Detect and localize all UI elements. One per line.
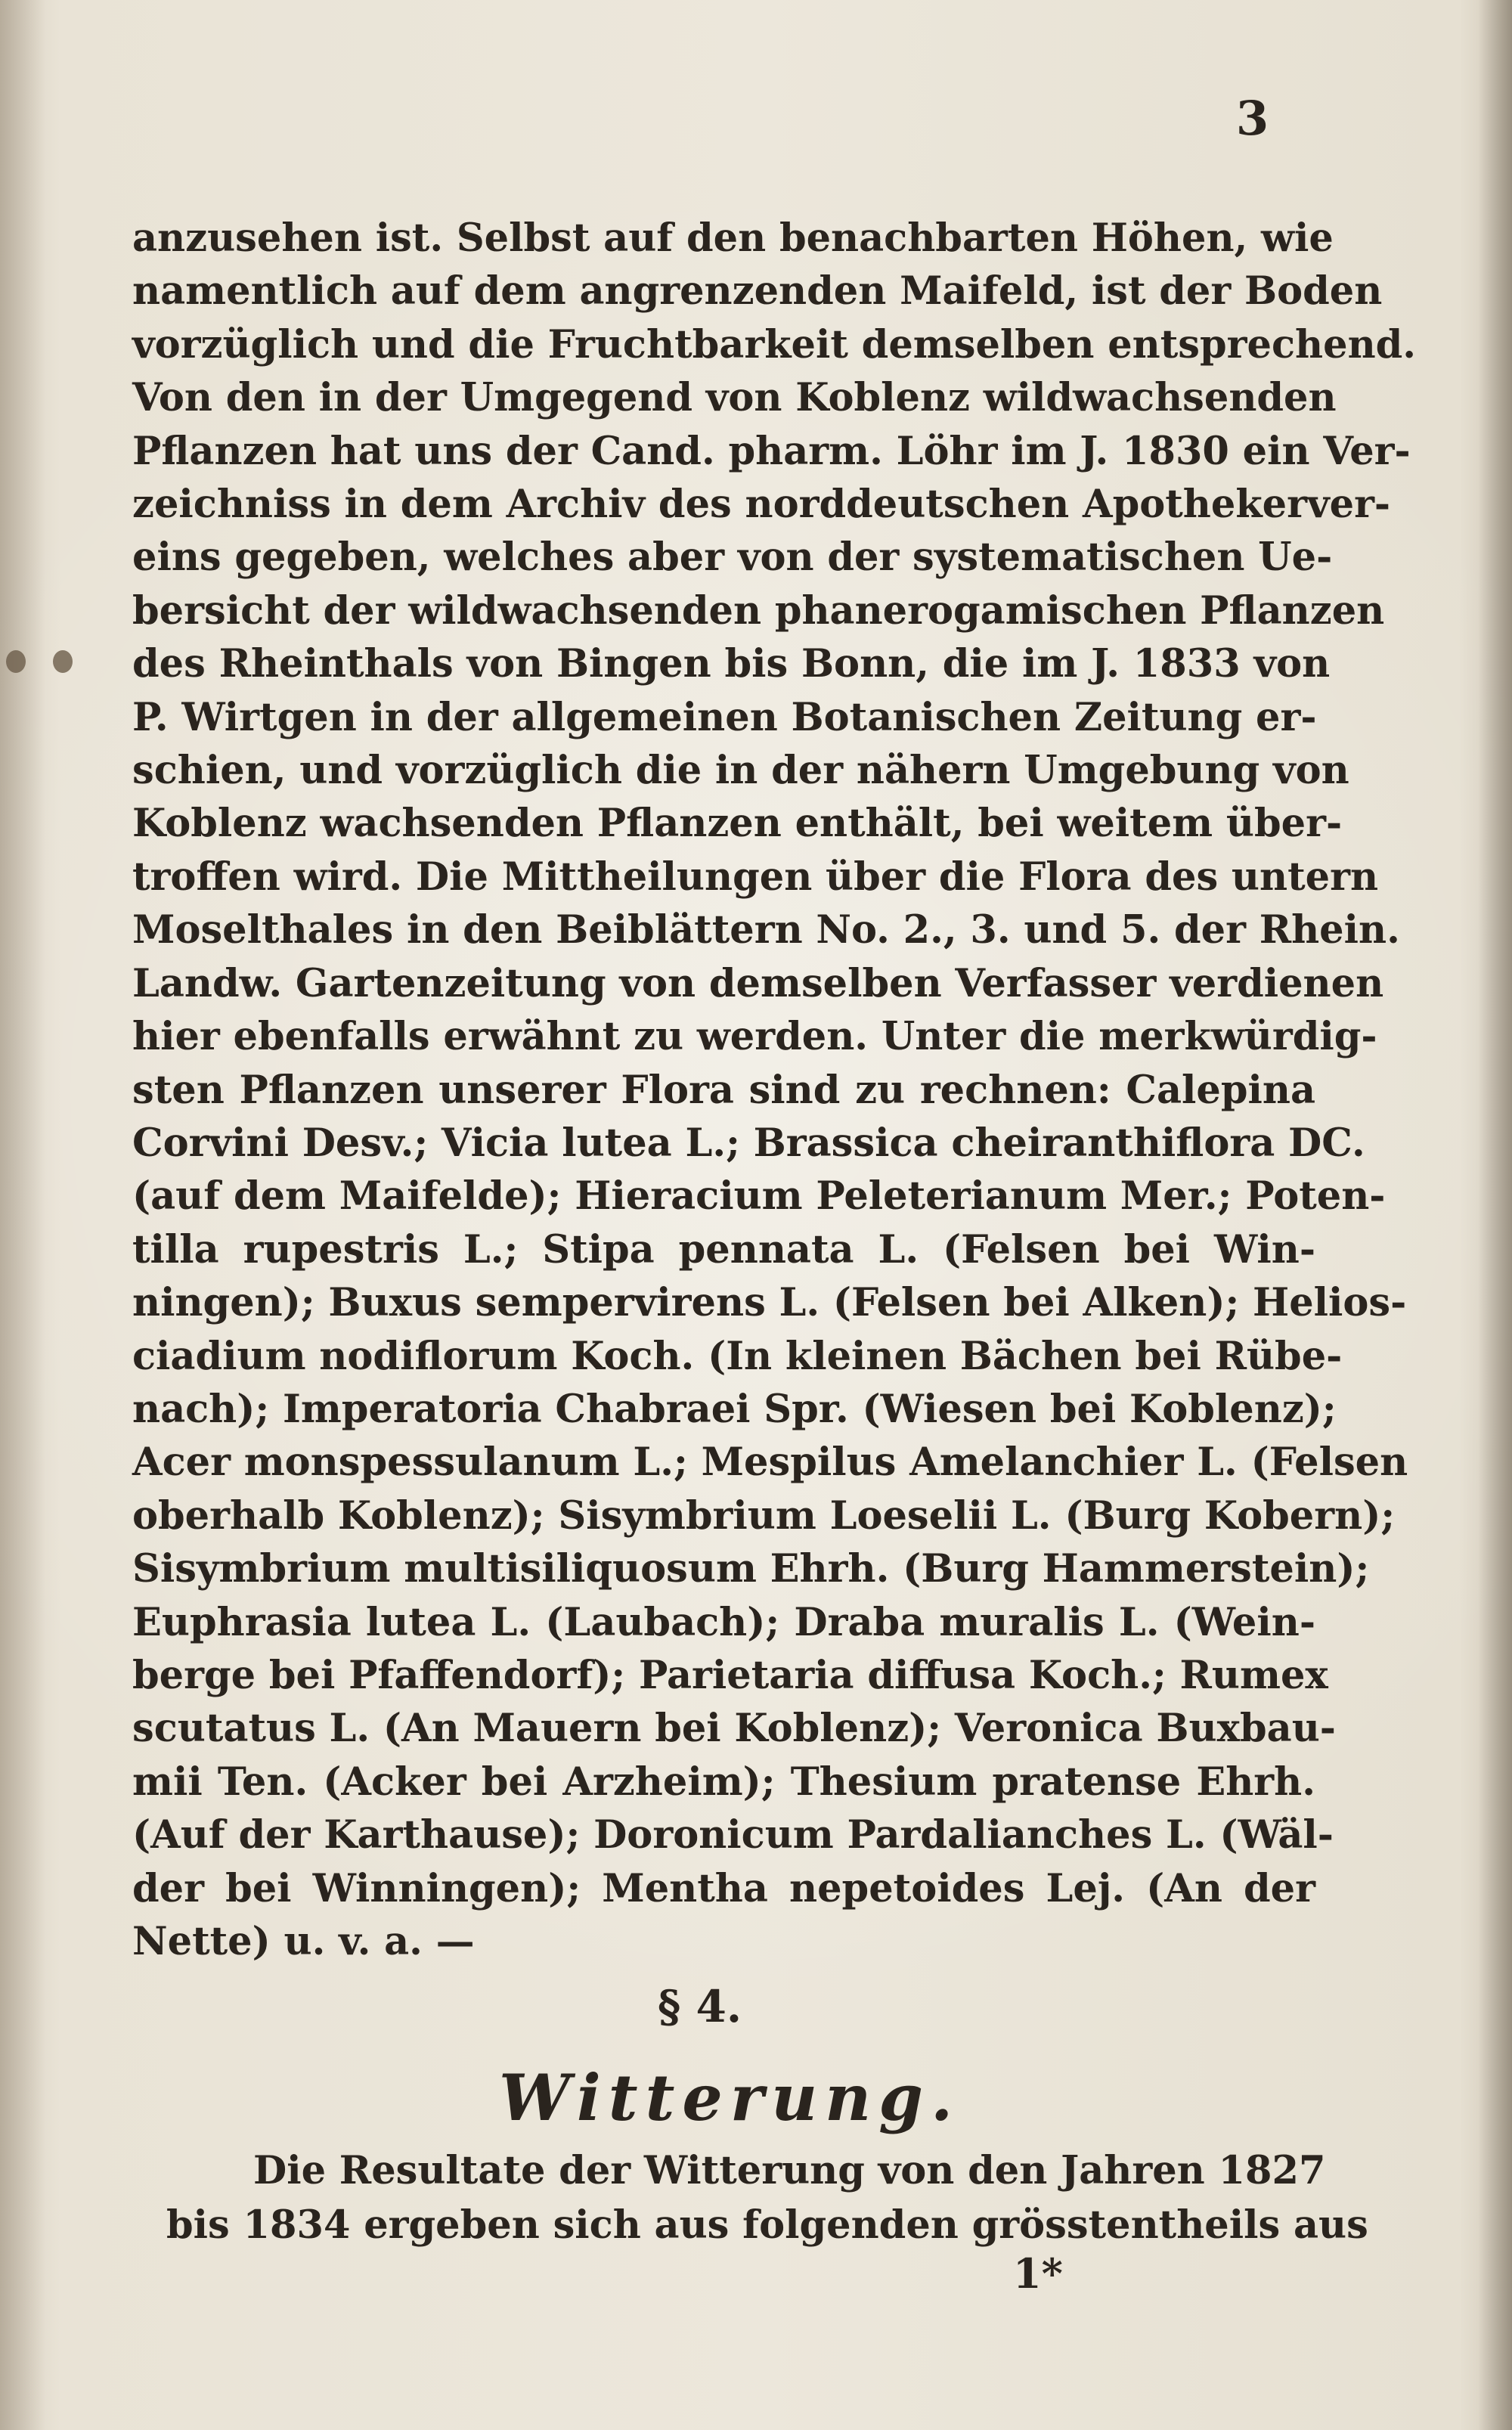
text-line: bis 1834 ergeben sich aus folgenden grösstentheils aus [166, 2202, 1368, 2248]
text-line: ciadium nodiflorum Koch. (In kleinen Bächen bei Rübe- [132, 1333, 1343, 1379]
text-line: Koblenz wachsenden Pflanzen enthält, bei weitem über- [132, 801, 1343, 847]
text-line: Moselthales in den Beiblättern No. 2., 3. und 5. der Rhein. [132, 907, 1400, 953]
text-line: scutatus L. (An Mauern bei Koblenz); Veronica Buxbau- [132, 1706, 1336, 1752]
text-line: anzusehen ist. Selbst auf den benachbarten Höhen, wie [132, 215, 1334, 261]
text-line: zeichniss in dem Archiv des norddeutschen Apothekerver- [132, 482, 1391, 528]
text-line: (Auf der Karthause); Doronicum Pardalianches L. (Wäl- [132, 1812, 1334, 1858]
text-line: Von den in der Umgegend von Koblenz wildwachsenden [132, 375, 1337, 421]
text-line: der bei Winningen); Mentha nepetoides Lej. (An der [132, 1865, 1315, 1911]
text-line: namentlich auf dem angrenzenden Maifeld, ist der Boden [132, 268, 1383, 315]
text-line: sten Pflanzen unserer Flora sind zu rechnen: Calepina [132, 1067, 1315, 1113]
text-line: berge bei Pfaffendorf); Parietaria diffusa Koch.; Rumex [132, 1652, 1328, 1698]
ink-bleed-marks [6, 650, 89, 680]
page-edge-shadow [1478, 0, 1512, 2430]
printer-signature: 1* [1013, 2249, 1063, 2298]
section-title: Witterung. [499, 2060, 961, 2135]
text-line: troffen wird. Die Mittheilungen über die Flora des untern [132, 854, 1379, 900]
gutter-shadow [0, 0, 45, 2430]
ink-spot [6, 650, 26, 673]
text-line: Pflanzen hat uns der Cand. pharm. Löhr im J. 1830 ein Ver- [132, 428, 1411, 474]
text-line: bersicht der wildwachsenden phanerogamischen Pflanzen [132, 587, 1385, 634]
text-line: P. Wirtgen in der allgemeinen Botanischen Zeitung er- [132, 694, 1317, 740]
text-line: Die Resultate der Witterung von den Jahren 1827 [253, 2148, 1326, 2193]
section-number: § 4. [658, 1981, 742, 2032]
text-line: mii Ten. (Acker bei Arzheim); Thesium pratense Ehrh. [132, 1759, 1315, 1805]
text-line: Nette) u. v. a. — [132, 1919, 475, 1964]
text-line: tilla rupestris L.; Stipa pennata L. (Felsen bei Win- [132, 1226, 1315, 1272]
text-line: eins gegeben, welches aber von der systematischen Ue- [132, 535, 1333, 581]
text-line: vorzüglich und die Fruchtbarkeit demselben entsprechend. [132, 321, 1417, 367]
text-line: schien, und vorzüglich die in der nähern Umgebung von [132, 748, 1349, 794]
text-line: hier ebenfalls erwähnt zu werden. Unter die merkwürdig- [132, 1014, 1377, 1060]
text-line: oberhalb Koblenz); Sisymbrium Loeselii L. (Burg Kobern); [132, 1492, 1396, 1539]
text-line: Corvini Desv.; Vicia lutea L.; Brassica cheiranthiflora DC. [132, 1120, 1365, 1166]
ink-spot [53, 650, 73, 673]
text-line: des Rheinthals von Bingen bis Bonn, die im J. 1833 von [132, 641, 1331, 687]
text-line: Euphrasia lutea L. (Laubach); Draba muralis L. (Wein- [132, 1599, 1315, 1645]
page-number: 3 [1236, 91, 1271, 146]
text-line: nach); Imperatoria Chabraei Spr. (Wiesen bei Koblenz); [132, 1386, 1337, 1432]
text-line: (auf dem Maifelde); Hieracium Peleterianum Mer.; Poten- [132, 1173, 1386, 1220]
text-line: Sisymbrium multisiliquosum Ehrh. (Burg Hammerstein); [132, 1546, 1370, 1592]
text-line: Acer monspessulanum L.; Mespilus Amelanchier L. (Felsen [132, 1440, 1408, 1486]
section-paragraph [166, 2143, 1368, 2252]
text-line: ningen); Buxus sempervirens L. (Felsen bei Alken); Helios- [132, 1280, 1407, 1326]
main-paragraph [132, 212, 1417, 1968]
text-line: Landw. Gartenzeitung von demselben Verfasser verdienen [132, 960, 1384, 1006]
